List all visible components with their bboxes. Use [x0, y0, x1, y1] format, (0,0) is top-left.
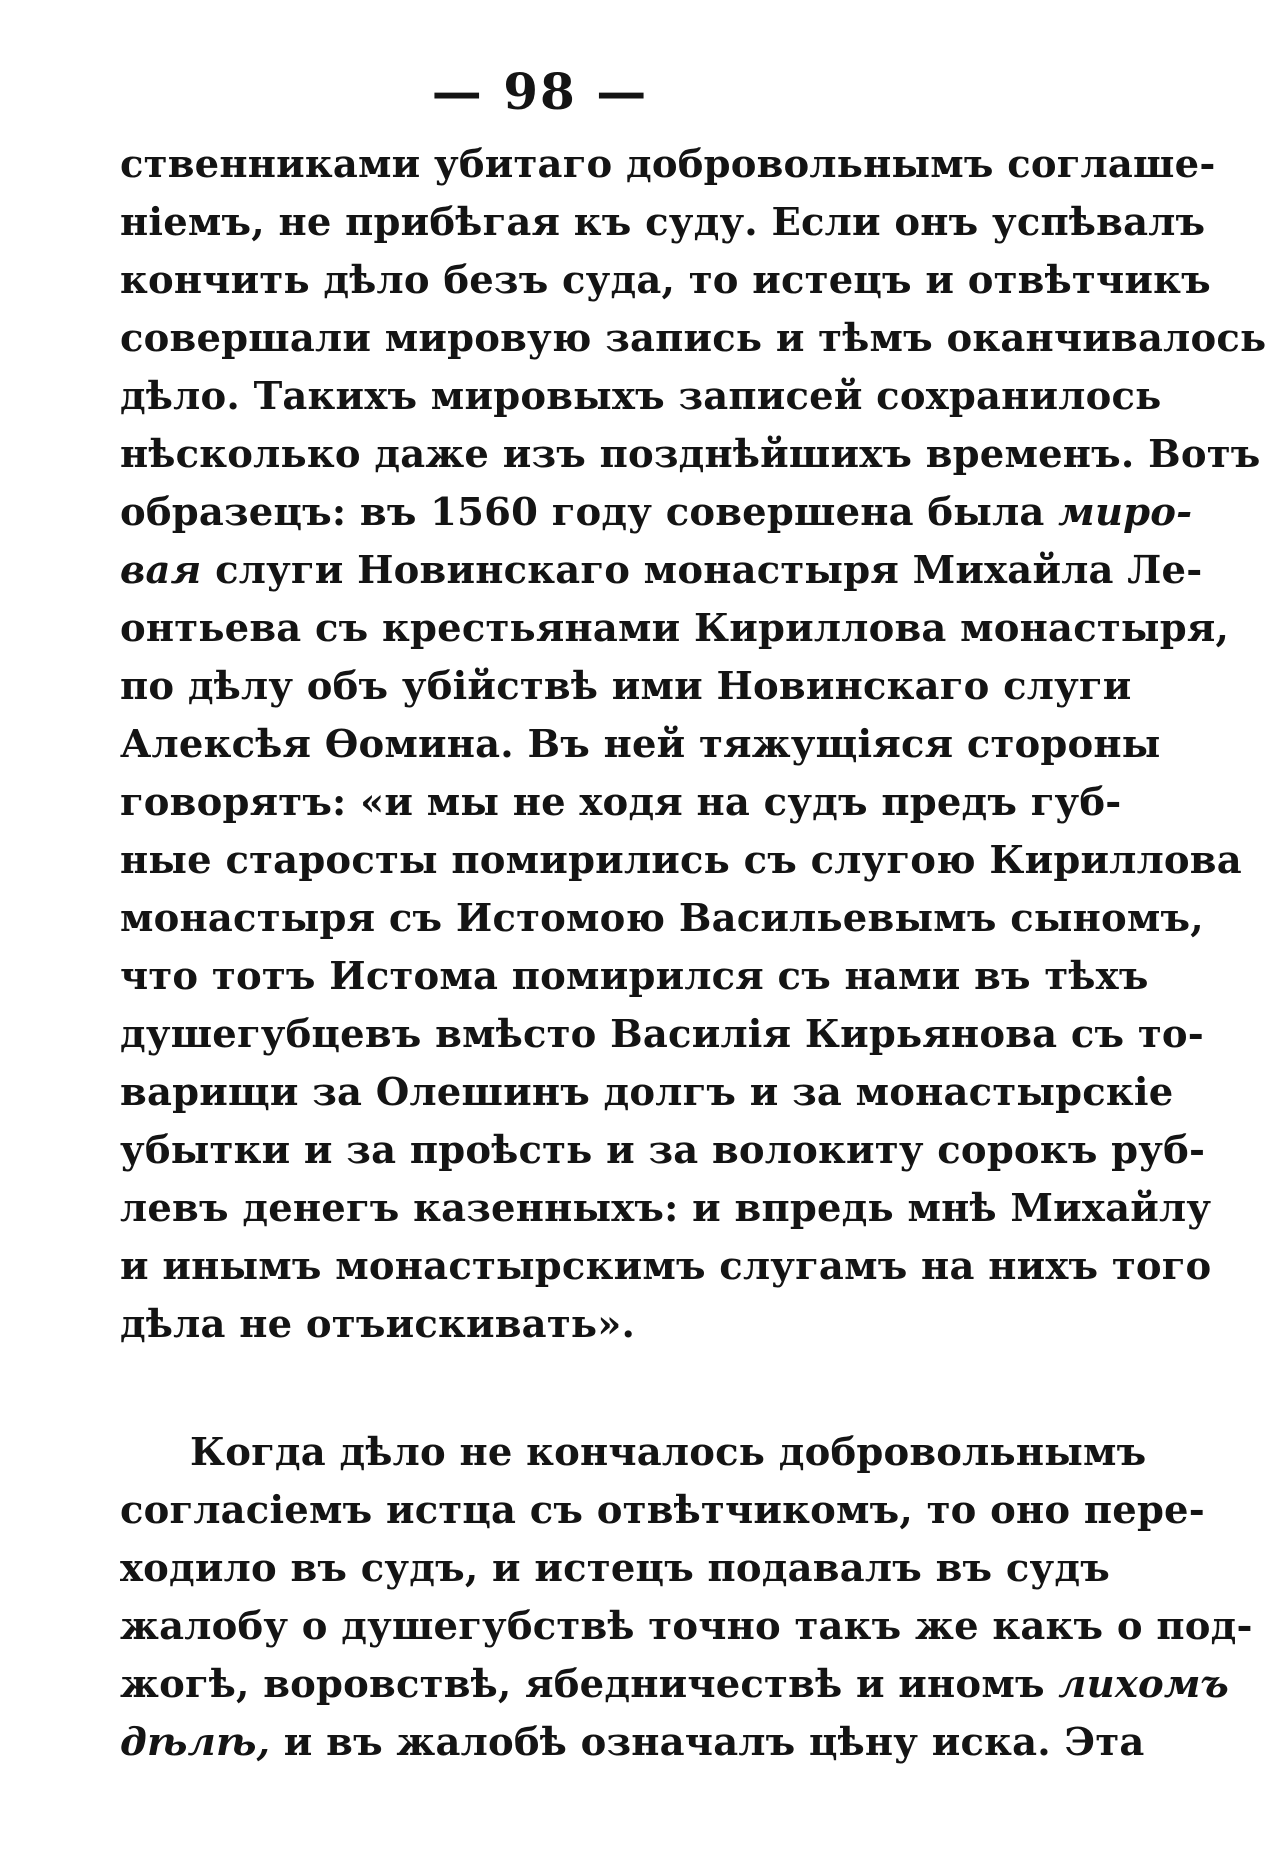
text-line: ходило въ судъ, и истецъ подавалъ въ судъ	[120, 1546, 1110, 1591]
text-line: дѣла не отъискивать».	[120, 1302, 636, 1347]
text-line: душегубцевъ вмѣсто Василія Кирьянова съ то-	[120, 1012, 1204, 1057]
text-line: по дѣлу объ убійствѣ ими Новинскаго слуги	[120, 664, 1132, 709]
text-fragment: слуги Новинскаго монастыря Михайла Ле-	[201, 548, 1203, 593]
text-line: левъ денегъ казенныхъ: и впредь мнѣ Михайлу	[120, 1186, 1212, 1231]
text-line: ственниками убитаго добровольнымъ соглаше-	[120, 142, 1216, 187]
text-line: жалобу о душегубствѣ точно такъ же какъ о под-	[120, 1604, 1253, 1649]
text-fragment: жогѣ, воровствѣ, ябедничествѣ и иномъ	[120, 1662, 1059, 1707]
text-line: говорятъ: «и мы не ходя на судъ предъ губ-	[120, 780, 1122, 825]
paragraph-continued	[120, 136, 1266, 1354]
text-line	[120, 1714, 1145, 1772]
text-fragment: и въ жалобѣ означалъ цѣну иска. Эта	[270, 1720, 1145, 1765]
text-fragment: образецъ: въ 1560 году совершена была	[120, 490, 1059, 535]
italic-term: вая	[120, 548, 202, 593]
text-line: онтьева съ крестьянами Кириллова монастыря,	[120, 606, 1230, 651]
text-line: ніемъ, не прибѣгая къ суду. Если онъ успѣвалъ	[120, 200, 1206, 245]
text-line: кончить дѣло безъ суда, то истецъ и отвѣтчикъ	[120, 258, 1211, 303]
text-line	[120, 542, 1203, 600]
text-line: Алексѣя Ѳомина. Въ ней тяжущіяся стороны	[120, 722, 1161, 767]
paragraph-new	[120, 1424, 1253, 1772]
italic-term: миро-	[1058, 490, 1193, 535]
text-line: дѣло. Такихъ мировыхъ записей сохранилось	[120, 374, 1162, 419]
text-line: совершали мировую запись и тѣмъ оканчивалось	[120, 316, 1266, 361]
text-line: что тотъ Истома помирился съ нами въ тѣхъ	[120, 954, 1149, 999]
text-line: убытки и за проѣсть и за волокиту сорокъ руб-	[120, 1128, 1206, 1173]
page-number: — 98 —	[431, 62, 649, 121]
text-line: ные старосты помирились съ слугою Кириллова	[120, 838, 1242, 883]
text-line: монастыря съ Истомою Васильевымъ сыномъ,	[120, 896, 1204, 941]
text-line	[120, 484, 1193, 542]
text-line: варищи за Олешинъ долгъ и за монастырскіе	[120, 1070, 1174, 1115]
italic-term: дѣлѣ,	[120, 1720, 271, 1765]
text-line	[120, 1656, 1229, 1714]
text-line: нѣсколько даже изъ позднѣйшихъ временъ. Вотъ	[120, 432, 1261, 477]
text-line: Когда дѣло не кончалось добровольнымъ	[190, 1430, 1147, 1475]
text-line: согласіемъ истца съ отвѣтчикомъ, то оно пере-	[120, 1488, 1205, 1533]
text-line: и инымъ монастырскимъ слугамъ на нихъ того	[120, 1244, 1212, 1289]
italic-term: лихомъ	[1058, 1662, 1229, 1707]
